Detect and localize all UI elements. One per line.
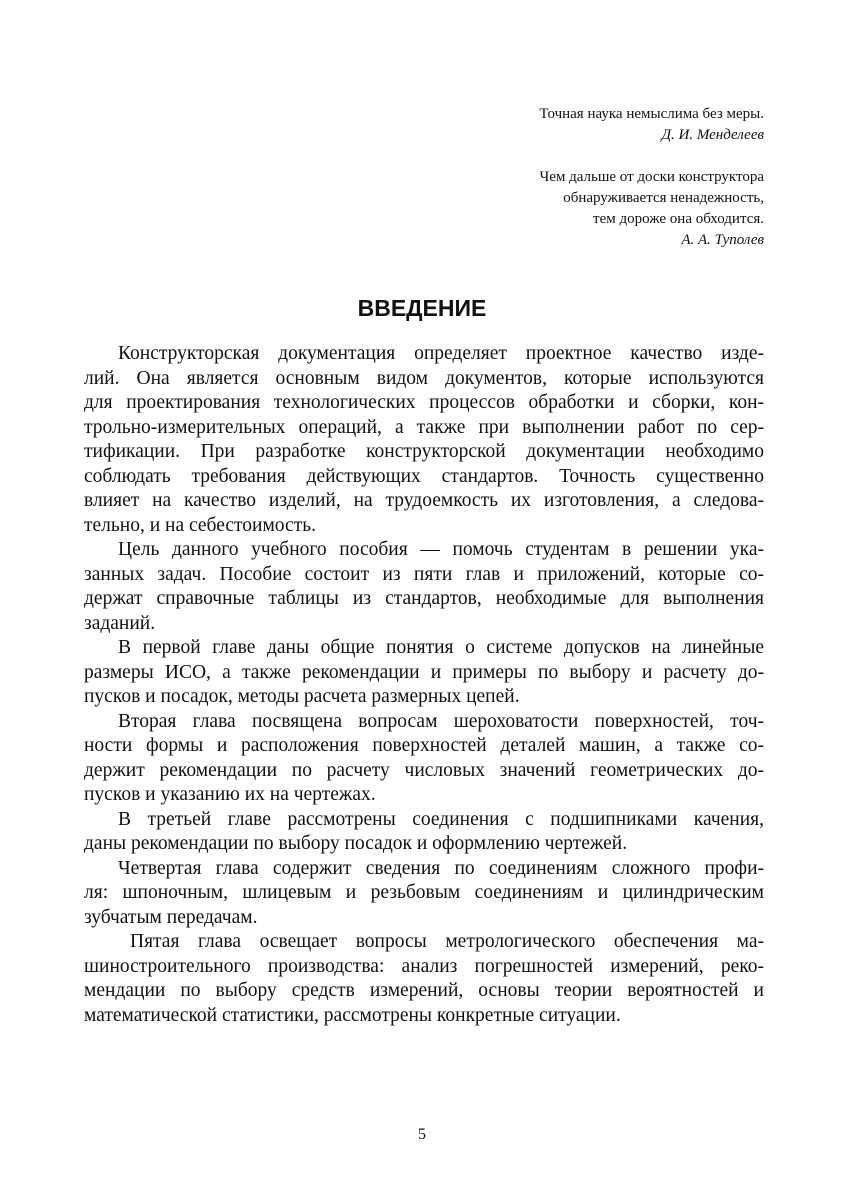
text-line: соблюдать требования действующих стандартов. Точность существенно — [84, 465, 764, 487]
text-line: заданий. — [84, 612, 156, 634]
body-text — [84, 342, 764, 1028]
epigraphs — [384, 104, 764, 251]
text-line: трольно-измерительных операций, а также при выполнении работ по сер- — [84, 416, 764, 438]
paragraph-chapter-5 — [84, 930, 764, 1028]
paragraph-chapter-2 — [84, 710, 764, 808]
text-line: размеры ИСО, а также рекомендации и примеры по выбору и расчету до- — [84, 661, 764, 683]
epigraph-author: Д. И. Менделеев — [661, 127, 764, 143]
epigraph-line: Точная наука немыслима без меры. — [539, 106, 764, 122]
text-line: Цель данного учебного пособия — помочь студентам в решении ука- — [118, 539, 764, 560]
text-line: математической статистики, рассмотрены конкретные ситуации. — [84, 1004, 621, 1026]
epigraph-line: Чем дальше от доски конструктора — [539, 169, 764, 185]
text-line: пусков и посадок, методы расчета размерных цепей. — [84, 686, 520, 707]
text-line: зубчатым передачам. — [84, 906, 258, 928]
text-line: занных задач. Пособие состоит из пяти глав и приложений, которые со- — [84, 563, 764, 585]
paragraph-chapter-3 — [84, 808, 764, 857]
text-line: лий. Она является основным видом документов, которые используются — [84, 367, 764, 389]
epigraph-line: обнаруживается ненадежность, — [563, 190, 764, 206]
paragraph-goal — [84, 538, 764, 636]
text-line: влияет на качество изделий, на трудоемкость их изготовления, а следова- — [84, 490, 764, 511]
text-line: тификации. При разработке конструкторской документации необходимо — [84, 441, 764, 462]
text-line: Четвертая глава содержит сведения по соединениям сложного профи- — [118, 857, 764, 879]
paragraph-documentation — [84, 342, 764, 538]
text-line: Конструкторская документация определяет проектное качество изде- — [118, 343, 764, 364]
text-line: ля: шпоночным, шлицевым и резьбовым соединениям и цилиндрическим — [84, 882, 764, 903]
epigraph-line: тем дороже она обходится. — [593, 211, 764, 227]
text-line: тельно, и на себестоимость. — [84, 514, 316, 536]
paragraph-chapter-4 — [84, 857, 764, 931]
text-line: шиностроительного производства: анализ погрешностей измерений, реко- — [84, 955, 764, 977]
text-line: В третьей главе рассмотрены соединения с подшипниками качения, — [118, 808, 764, 830]
text-line: даны рекомендации по выбору посадок и оформлению чертежей. — [84, 833, 628, 854]
text-line: Пятая глава освещает вопросы метрологического обеспечения ма- — [130, 931, 764, 952]
page-number: 5 — [418, 1126, 426, 1143]
epigraph-tupolev — [384, 167, 764, 251]
epigraph-author: А. А. Туполев — [681, 232, 764, 248]
text-line: Вторая глава посвящена вопросам шероховатости поверхностей, точ- — [118, 710, 764, 732]
text-line: держат справочные таблицы из стандартов, необходимые для выполнения — [84, 588, 764, 609]
text-line: для проектирования технологических процессов обработки и сборки, кон- — [84, 392, 764, 413]
epigraph-mendeleev — [384, 104, 764, 146]
text-line: пусков и указанию их на чертежах. — [84, 784, 376, 805]
paragraph-chapter-1 — [84, 636, 764, 710]
text-line: В первой главе даны общие понятия о системе допусков на линейные — [118, 637, 764, 658]
text-line: ности формы и расположения поверхностей деталей машин, а также со- — [84, 735, 764, 756]
page-title: ВВЕДЕНИЕ — [357, 295, 487, 321]
text-line: держит рекомендации по расчету числовых значений геометрических до- — [84, 759, 764, 781]
text-line: мендации по выбору средств измерений, основы теории вероятностей и — [84, 980, 764, 1001]
